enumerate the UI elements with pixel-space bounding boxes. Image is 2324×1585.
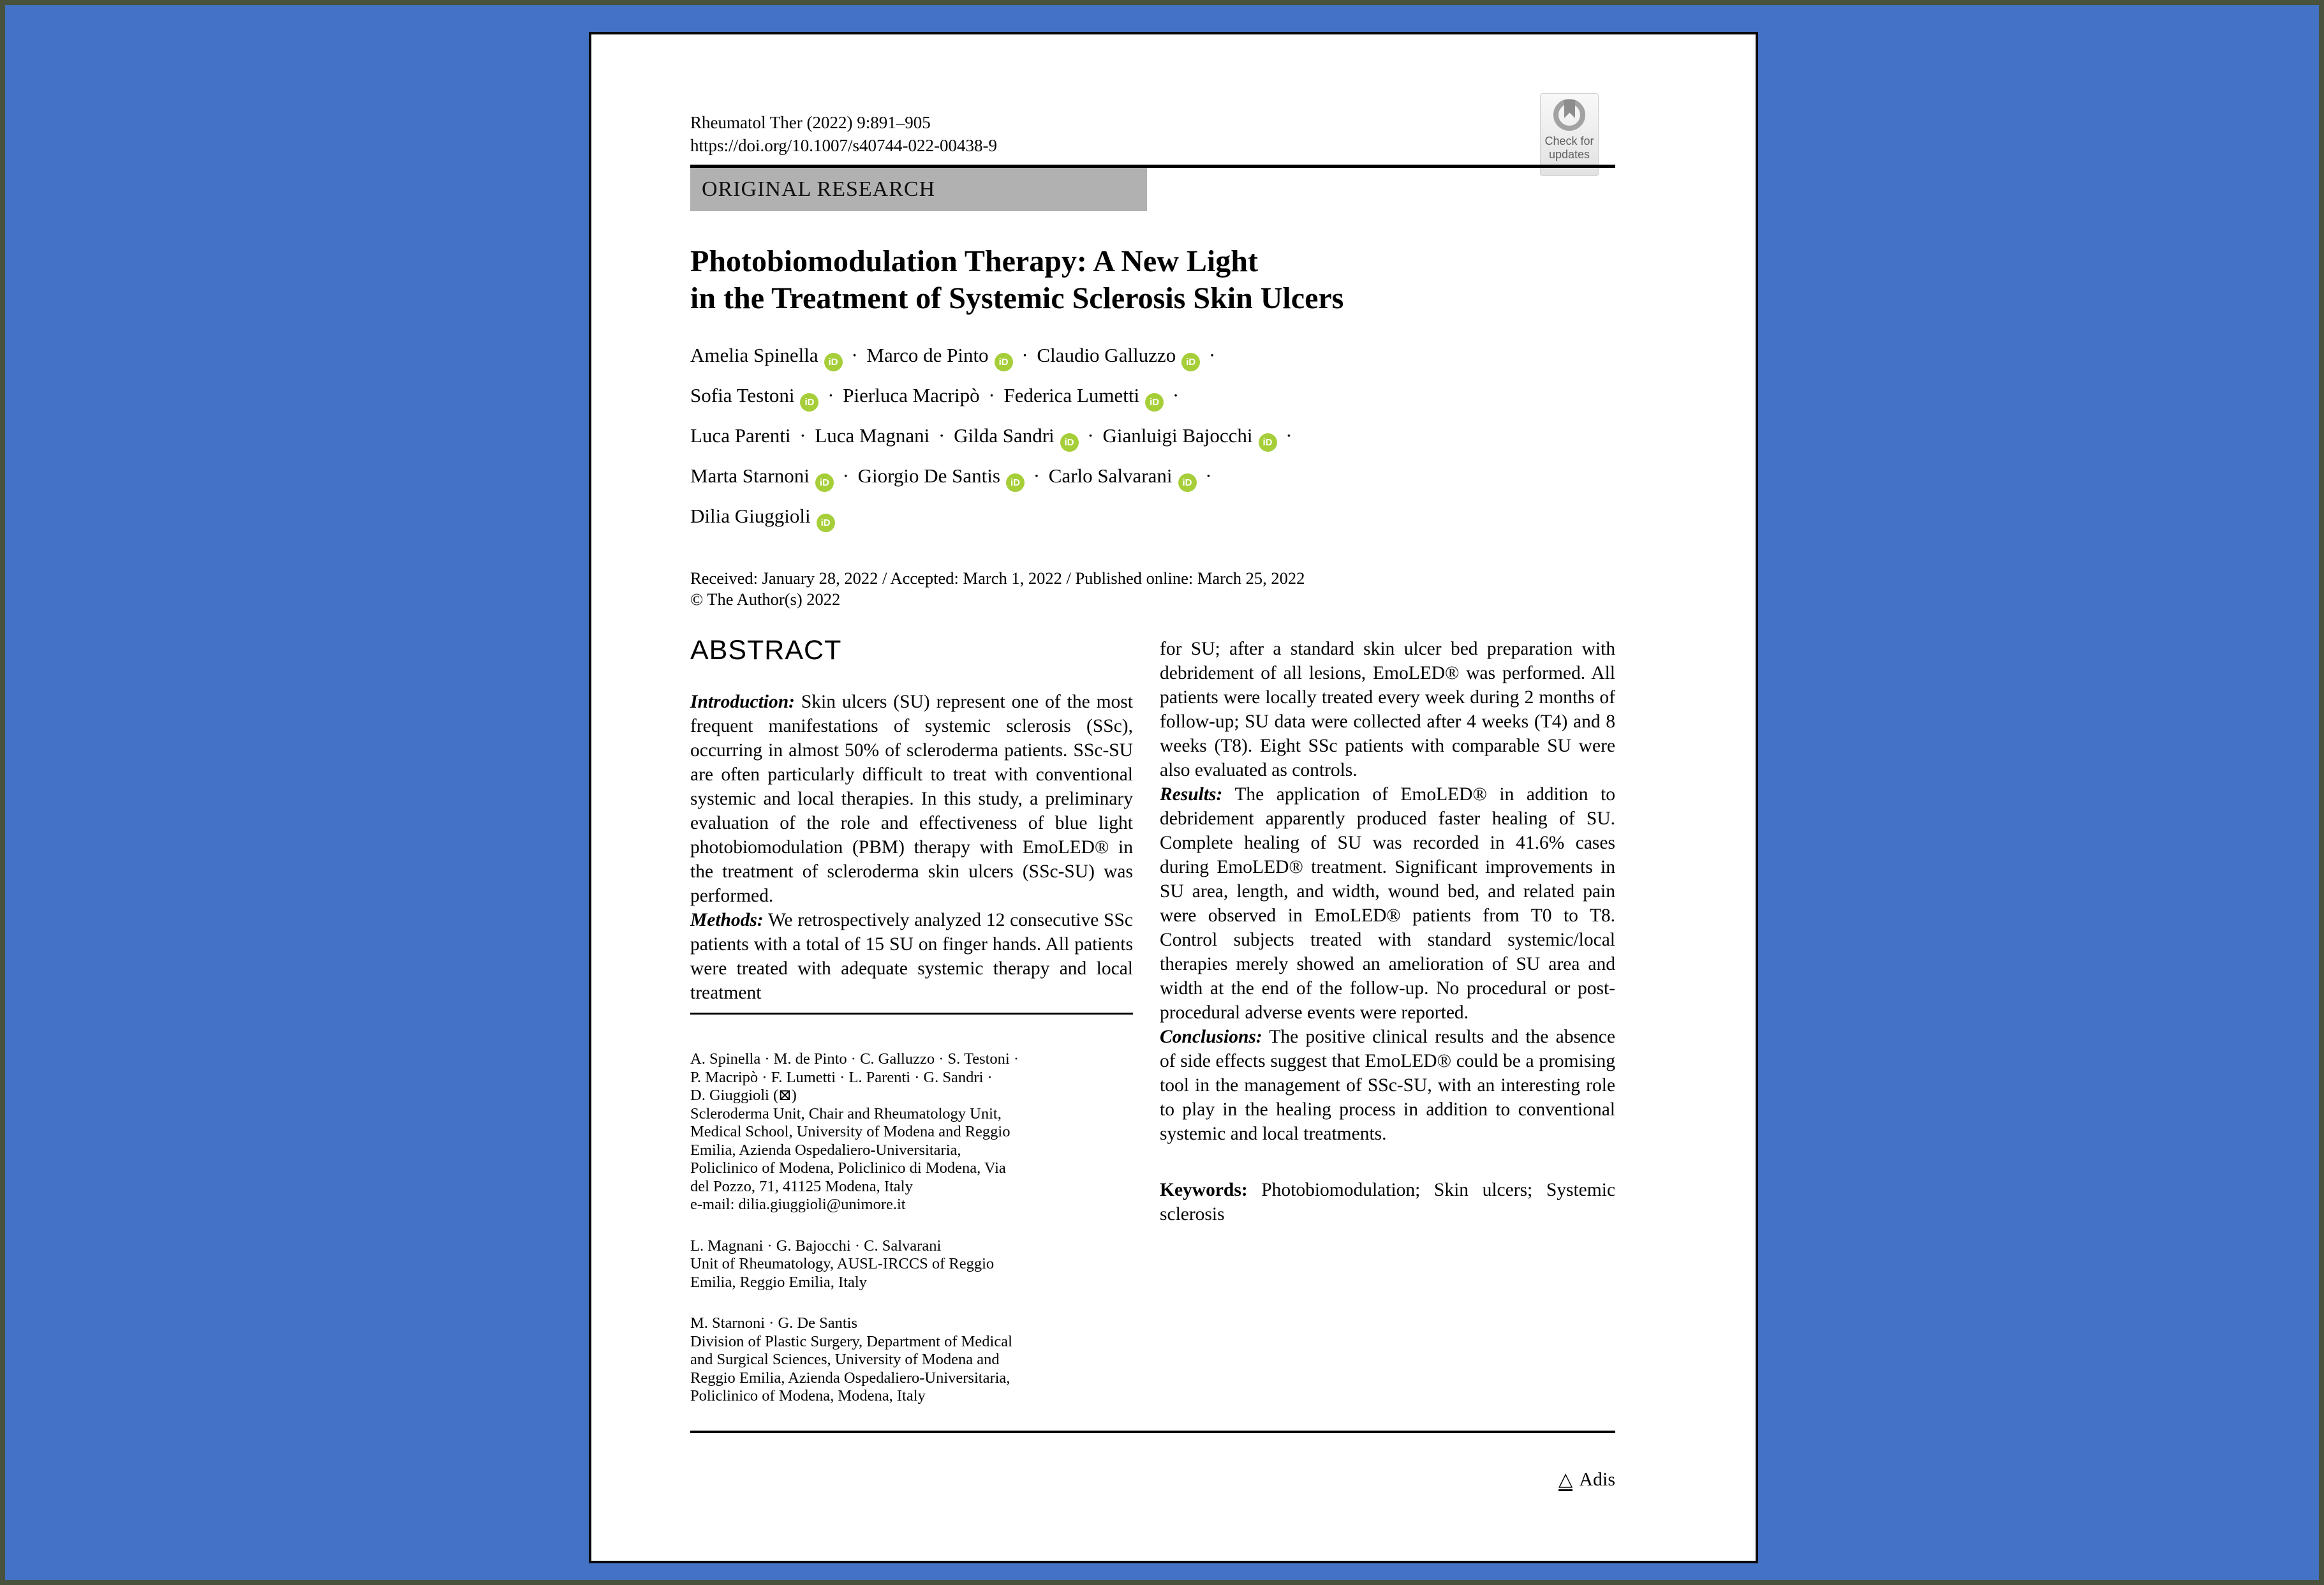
article-title (690, 243, 1615, 317)
keywords-label: Keywords: (1160, 1180, 1248, 1200)
author-name: Luca Parenti (690, 424, 791, 447)
affiliation-line: Reggio Emilia, Azienda Ospedaliero-Universitaria, (690, 1369, 1010, 1387)
author-name: Marta Starnoni (690, 465, 810, 487)
author-name: Dilia Giuggioli (690, 505, 811, 527)
journal-info (690, 111, 1615, 157)
article-title-line2: in the Treatment of Systemic Sclerosis Skin Ulcers (690, 281, 1344, 315)
author-name: Carlo Salvarani (1048, 465, 1173, 487)
affiliation-block (690, 1237, 1133, 1292)
paragraph-text: We retrospectively analyzed 12 consecutive SSc patients with a total of 15 SU on finger hands. All patients were treated with adequate systemic therapy and local treatment (690, 910, 1133, 1003)
badge-label-line1: Check for (1544, 135, 1594, 147)
paper-page (589, 32, 1758, 1563)
affiliations (690, 1050, 1133, 1406)
journal-citation: Rheumatol Ther (2022) 9:891–905 (690, 113, 931, 132)
author-list (690, 345, 1615, 532)
received-accepted-published-line: Received: January 28, 2022 / Accepted: March 1, 2022 / Published online: March 25, 2022 (690, 569, 1305, 588)
author-line (690, 466, 1615, 492)
keywords (1160, 1178, 1615, 1226)
orcid-icon[interactable]: iD (817, 514, 835, 532)
author-line (690, 426, 1615, 452)
abstract-paragraph (1160, 637, 1615, 782)
affiliation-block (690, 1314, 1133, 1406)
orcid-icon[interactable]: iD (1006, 473, 1025, 492)
abstract-left-paragraphs (690, 690, 1133, 1005)
abstract-paragraph (690, 908, 1133, 1005)
author-name: Sofia Testoni (690, 384, 795, 406)
orcid-icon[interactable]: iD (815, 473, 834, 492)
abstract-paragraph (1160, 782, 1615, 1025)
affiliation-line: M. Starnoni · G. De Santis (690, 1314, 857, 1332)
affiliation-line: Emilia, Azienda Ospedaliero-Universitaria, (690, 1141, 961, 1159)
affiliation-line: L. Magnani · G. Bajocchi · C. Salvarani (690, 1237, 942, 1254)
abstract-heading: ABSTRACT (690, 635, 842, 666)
affiliation-line: Unit of Rheumatology, AUSL-IRCCS of Reggio (690, 1255, 995, 1272)
affiliation-line: P. Macripò · F. Lumetti · L. Parenti · G. Sandri · (690, 1068, 993, 1086)
orcid-icon[interactable]: iD (800, 393, 818, 412)
publisher-logo (690, 1469, 1615, 1491)
author-name: Amelia Spinella (690, 344, 818, 366)
author-separator: · (1200, 465, 1212, 487)
author-line (690, 506, 1615, 532)
copyright-line: © The Author(s) 2022 (690, 590, 841, 609)
keywords-text: Photobiomodulation; Skin ulcers; Systemic sclerosis (1160, 1180, 1615, 1224)
author-separator: · (1028, 465, 1045, 487)
abstract-right-column (1160, 637, 1615, 1429)
author-separator: · (837, 465, 854, 487)
affiliation-line: Division of Plastic Surgery, Department of Medical (690, 1332, 1012, 1350)
author-separator: · (794, 424, 811, 447)
paragraph-text: Skin ulcers (SU) represent one of the most frequent manifestations of systemic sclerosis (SSc), occurring in almost 50% of scleroderma patients. SSc-SU are often particularly difficult to treat with conventional systemic and local therapies. In this study, a preliminary evaluation of the role and effectiveness of blue light photobiomodulation (PBM) therapy with EmoLED® in the treatment of scleroderma skin ulcers (SSc-SU) was performed. (690, 692, 1133, 906)
orcid-icon[interactable]: iD (1145, 393, 1164, 412)
paragraph-label: Introduction: (690, 692, 795, 712)
abstract-paragraph (1160, 1025, 1615, 1146)
adis-triangle-icon: △ (1558, 1470, 1573, 1490)
doi-link[interactable]: https://doi.org/10.1007/s40744-022-00438-9 (690, 136, 998, 155)
paragraph-label: Results: (1160, 784, 1223, 805)
affiliation-line: A. Spinella · M. de Pinto · C. Galluzzo · S. Testoni · (690, 1050, 1019, 1068)
affiliation-line: Emilia, Reggio Emilia, Italy (690, 1273, 867, 1291)
article-history (690, 568, 1615, 610)
author-separator: · (1280, 424, 1292, 447)
author-name: Luca Magnani (815, 424, 930, 447)
orcid-icon[interactable]: iD (1060, 433, 1079, 452)
orcid-icon[interactable]: iD (1259, 433, 1277, 452)
author-separator: · (983, 384, 1000, 406)
article-title-line1: Photobiomodulation Therapy: A New Light (690, 244, 1258, 278)
author-separator: · (1082, 424, 1099, 447)
author-separator: · (933, 424, 951, 447)
author-separator: · (1016, 344, 1033, 366)
author-name: Gilda Sandri (954, 424, 1055, 447)
orcid-icon[interactable]: iD (995, 353, 1013, 371)
author-separator: · (1204, 344, 1216, 366)
author-name: Gianluigi Bajocchi (1102, 424, 1253, 447)
author-name: Federica Lumetti (1003, 384, 1140, 406)
affiliation-block (690, 1050, 1133, 1214)
affiliation-line: Medical School, University of Modena and Reggio (690, 1123, 1010, 1140)
author-name: Marco de Pinto (866, 344, 989, 366)
article-type-label: ORIGINAL RESEARCH (702, 177, 936, 201)
paragraph-text: for SU; after a standard skin ulcer bed preparation with debridement of all lesions, EmoLED® was performed. All patients were locally treated every week during 2 months of follow-up; SU data were collected after 4 weeks (T4) and 8 weeks (T8). Eight SSc patients with comparable SU were also evaluated as controls. (1160, 639, 1615, 780)
footer-rule (690, 1431, 1615, 1433)
paragraph-text: The application of EmoLED® in addition to debridement apparently produced faster healing of SU. Complete healing of SU was recorded in 41.6% cases during EmoLED® treatment. Significant improvements in SU area, length, and width, wound bed, and related pain were observed in EmoLED® patients from T0 to T8. Control subjects treated with standard systemic/local therapies merely showed an amelioration of SU area and width at the end of the follow-up. No procedural or post-procedural adverse events were reported. (1160, 784, 1615, 1023)
paragraph-label: Methods: (690, 910, 764, 930)
badge-label-line2: updates (1548, 148, 1590, 161)
adis-logo-text: Adis (1579, 1469, 1615, 1490)
author-separator: · (1167, 384, 1180, 406)
affiliation-line: Policlinico of Modena, Policlinico di Modena, Via (690, 1159, 1006, 1177)
abstract-columns (690, 637, 1615, 1429)
orcid-icon[interactable]: iD (824, 353, 843, 371)
orcid-icon[interactable]: iD (1178, 473, 1197, 492)
affiliation-line: D. Giuggioli (⊠) (690, 1087, 797, 1104)
paragraph-label: Conclusions: (1160, 1027, 1262, 1047)
abstract-left-column (690, 637, 1133, 1429)
affiliation-line: and Surgical Sciences, University of Modena and (690, 1351, 1000, 1368)
affiliation-line: Policlinico of Modena, Modena, Italy (690, 1387, 926, 1404)
abstract-right-paragraphs (1160, 637, 1615, 1146)
abstract-paragraph (690, 690, 1133, 908)
article-type-bar (690, 168, 1147, 211)
orcid-icon[interactable]: iD (1181, 353, 1200, 371)
author-name: Claudio Galluzzo (1037, 344, 1176, 366)
footnote-rule (690, 1013, 1133, 1015)
author-separator: · (822, 384, 840, 406)
author-name: Pierluca Macripò (843, 384, 980, 406)
affiliation-line: Scleroderma Unit, Chair and Rheumatology Unit, (690, 1105, 1002, 1122)
author-separator: · (846, 344, 863, 366)
paragraph-text: The positive clinical results and the absence of side effects suggest that EmoLED® could be a promising tool in the management of SSc-SU, with an interesting role to play in the healing process in addition to conventional systemic and local treatments. (1160, 1027, 1615, 1144)
author-name: Giorgio De Santis (857, 465, 1000, 487)
author-line (690, 385, 1615, 412)
affiliation-line: del Pozzo, 71, 41125 Modena, Italy (690, 1177, 913, 1195)
email-line[interactable]: e-mail: dilia.giuggioli@unimore.it (690, 1196, 906, 1213)
author-line (690, 345, 1615, 371)
